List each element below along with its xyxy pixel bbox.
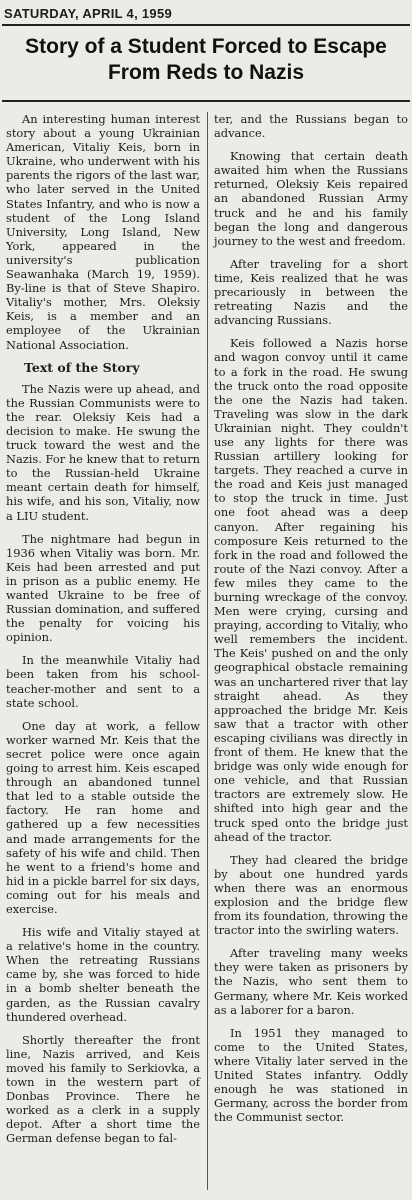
article-paragraph: Keis followed a Nazis horse and wagon convoy until it came to a fork in the road. He swung the truck onto the road opposite the one the Nazis had taken. Traveling was slow in the dark Ukrainian night. They couldn't use any lights for there was Russian artillery looking for targets. They reached a curve in the road and Keis just managed to stop the truck in time. Just one foot ahead was a deep canyon. After regaining his composure Keis returned to the fork in the road and followed the route of the Nazi convoy. After a few miles they came to the burning wreckage of the convoy. Men were crying, cursing and praying, according to Vitaliy, who well remembers the incident. The Keis' pushed on and the only geographical obstacle remaining was an unchartered river that lay straight ahead. As they approached the bridge Mr. Keis saw that a tractor with other escaping civilians was directly in front of them. He knew that the bridge was only wide enough for one vehicle, and that Russian tractors are extremely slow. He shifted into high gear and the truck sped onto the bridge just ahead of the tractor.: [214, 336, 408, 844]
left-column: [6, 112, 200, 1154]
continued-paragraph: ter, and the Russians began to advance.: [214, 112, 408, 141]
article-paragraph: In 1951 they managed to come to the United States, where Vitaliy later served in the United States infantry. Oddly enough he was stationed in Germany, across the border from the Communist sector.: [214, 1025, 408, 1125]
article-paragraph: They had cleared the bridge by about one hundred yards when there was an enormous explosion and the bridge flew from its foundation, throwing the tractor into the swirling waters.: [214, 852, 408, 938]
headline-rule: [2, 100, 410, 102]
article-paragraph: The nightmare had begun in 1936 when Vitaliy was born. Mr. Keis had been arrested and put in prison as a public enemy. He wanted Ukraine to be free of Russian domination, and suffered the penalty for voicing his opinion.: [6, 531, 200, 645]
article-paragraph: His wife and Vitaliy stayed at a relative's home in the country. When the retreating Russians came by, she was forced to hide in a bomb shelter beneath the garden, as the Russian cavalry thundered overhead.: [6, 925, 200, 1024]
article-paragraph: In the meanwhile Vitaliy had been taken from his school-teacher-mother and sent to a state school.: [6, 653, 200, 710]
article-paragraph: One day at work, a fellow worker warned Mr. Keis that the secret police were once again going to arrest him. Keis escaped through an abandoned tunnel that led to a stable outside the factory. He ran home and gathered up a few necessities and made arrangements for the safety of his wife and child. Then he went to a friend's home and hid in a pickle barrel for six days, coming out for his meals and exercise.: [6, 718, 200, 916]
headline: [2, 34, 410, 86]
article-paragraph: Knowing that certain death awaited him when the Russians returned, Oleksiy Keis repaired an abandoned Russian Army truck and he and his family began the long and dangerous journey to the west and freedom.: [214, 149, 408, 248]
top-rule: [2, 24, 410, 26]
column-divider: [207, 112, 208, 1190]
dateline: SATURDAY, APRIL 4, 1959: [4, 6, 173, 21]
headline-line-1: Story of a Student Forced to Escape: [25, 35, 387, 58]
article-paragraph: The Nazis were up ahead, and the Russian Communists were to the rear. Oleksiy Keis had a decision to make. He swung the truck toward the west and the Nazis. For he knew that to return to the Russian-held Ukraine meant certain death for himself, his wife, and his son, Vitaliy, now a LIU student.: [6, 381, 200, 523]
article-paragraph: Shortly thereafter the front line, Nazis arrived, and Keis moved his family to Serkiovka, a town in the western part of Donbas Province. There he worked as a clerk in a supply depot. After a short time the German defense began to fal-: [6, 1032, 200, 1146]
headline-line-2: From Reds to Nazis: [107, 61, 305, 84]
right-column: [214, 112, 408, 1133]
article-paragraph: After traveling for a short time, Keis realized that he was precariously in between the retreating Nazis and the advancing Russians.: [214, 256, 408, 328]
subheading: Text of the Story: [24, 359, 140, 375]
article-paragraph: After traveling many weeks they were taken as prisoners by the Nazis, who sent them to Germany, where Mr. Keis worked as a laborer for a baron.: [214, 946, 408, 1017]
intro-paragraph: An interesting human interest story about a young Ukrainian American, Vitaliy Keis, born in Ukraine, who underwent with his parents the rigors of the last war, who later served in the United States Infantry, and who is now a student of the Long Island University, Long Island, New York, appeared in the university's publication Seawanhaka (March 19, 1959). By-line is that of Steve Shapiro. Vitaliy's mother, Mrs. Oleksiy Keis, is a member and an employee of the Ukrainian National Association.: [6, 112, 200, 352]
